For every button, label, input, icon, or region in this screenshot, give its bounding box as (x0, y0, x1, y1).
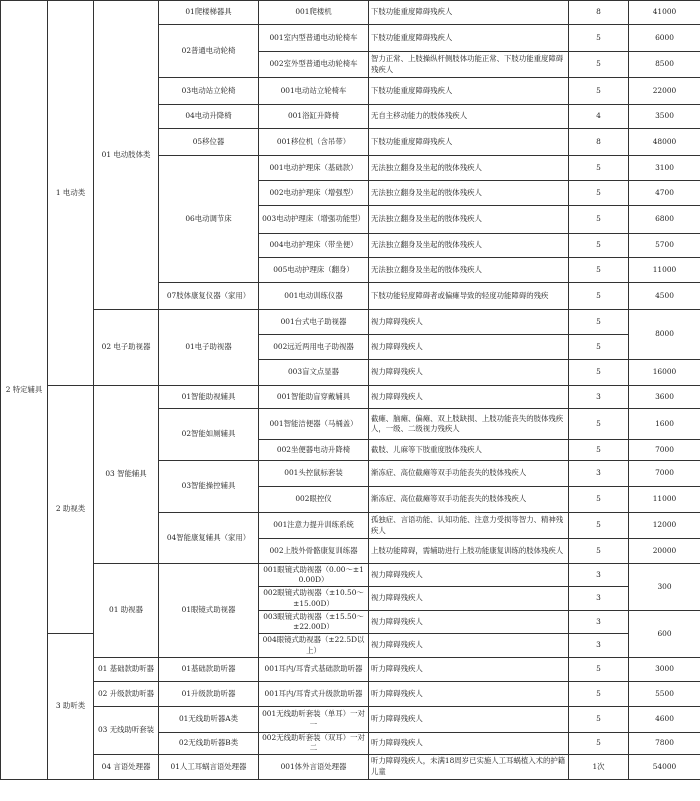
category-level2: 3 助听类 (48, 634, 94, 780)
item-name: 001电动训练仪器 (259, 283, 369, 310)
category-level3: 01 基础款助听器 (94, 658, 159, 682)
item-min-years: 5 (569, 440, 629, 461)
item-name: 001无线助听套装（单耳）一对一 (259, 707, 369, 733)
item-target-group: 听力障碍残疾人 (369, 707, 569, 733)
item-target-group: 视力障碍残疾人 (369, 360, 569, 386)
category-level1: 2 特定辅具 (1, 1, 48, 780)
category-level3: 02 电子助视器 (94, 310, 159, 386)
item-price: 3500 (629, 105, 700, 129)
table-row (1, 754, 700, 779)
category-level4: 04电动升降椅 (159, 105, 259, 129)
item-name: 005电动护理床（翻身） (259, 258, 369, 283)
item-target-group: 无法独立翻身及坐起的肢体残疾人 (369, 181, 569, 206)
item-name: 001台式电子助视器 (259, 310, 369, 335)
item-name: 001移位机（含吊带） (259, 129, 369, 156)
item-min-years: 5 (569, 156, 629, 181)
table-row (1, 682, 700, 707)
item-name: 003电动护理床（增强功能型） (259, 206, 369, 234)
category-level4: 01智能助视辅具 (159, 386, 259, 409)
category-level3: 03 智能辅具 (94, 386, 159, 564)
item-min-years: 5 (569, 310, 629, 335)
item-price: 12000 (629, 513, 700, 539)
item-name: 001电动站立轮椅车 (259, 78, 369, 105)
item-min-years: 5 (569, 234, 629, 258)
item-target-group: 下肢功能重度障碍残疾人 (369, 25, 569, 52)
item-name: 001智能助盲穿戴辅具 (259, 386, 369, 409)
item-target-group: 无法独立翻身及坐起的肢体残疾人 (369, 206, 569, 234)
category-level4: 03电动站立轮椅 (159, 78, 259, 105)
item-min-years: 3 (569, 587, 629, 611)
item-target-group: 智力正常、上肢操纵杆侧肢体功能正常、下肢功能重度障碍残疾人 (369, 52, 569, 78)
category-level4: 07肢体康复仪器（家用） (159, 283, 259, 310)
table-row (1, 707, 700, 733)
category-level4: 02普通电动轮椅 (159, 25, 259, 78)
item-min-years: 5 (569, 206, 629, 234)
item-price: 11000 (629, 487, 700, 513)
item-price: 300 (629, 564, 700, 611)
item-price: 4600 (629, 707, 700, 733)
item-price: 7000 (629, 461, 700, 487)
item-target-group: 听力障碍残疾人 (369, 658, 569, 682)
item-target-group: 无法独立翻身及坐起的肢体残疾人 (369, 234, 569, 258)
item-price: 4700 (629, 181, 700, 206)
item-target-group: 截瘫、脑瘫、偏瘫、双上肢缺损、上肢功能丧失的肢体残疾人，一级、二级视力残疾人 (369, 409, 569, 440)
item-target-group: 下肢功能重度障碍残疾人 (369, 129, 569, 156)
item-price: 20000 (629, 539, 700, 564)
item-min-years: 1次 (569, 754, 629, 779)
item-target-group: 渐冻症、高位截瘫等双手功能丧失的肢体残疾人 (369, 461, 569, 487)
item-name: 001耳内/耳背式基础款助听器 (259, 658, 369, 682)
category-level3: 04 言语处理器 (94, 754, 159, 779)
item-name: 001电动护理床（基础款） (259, 156, 369, 181)
table-row (1, 386, 700, 409)
category-level4: 02无线助听器B类 (159, 733, 259, 755)
item-price: 600 (629, 611, 700, 658)
item-price: 4500 (629, 283, 700, 310)
category-level3: 03 无线助听套装 (94, 707, 159, 755)
category-level4: 01人工耳蜗言语处理器 (159, 754, 259, 779)
item-min-years: 5 (569, 335, 629, 360)
category-level4: 04智能康复辅具（家用） (159, 513, 259, 564)
item-target-group: 视力障碍残疾人 (369, 386, 569, 409)
category-level4: 01基础款助听器 (159, 658, 259, 682)
item-name: 002眼控仪 (259, 487, 369, 513)
item-name: 002电动护理床（增强型） (259, 181, 369, 206)
item-name: 001眼镜式助视器（0.00～±10.00D） (259, 564, 369, 587)
category-level4: 02智能如厕辅具 (159, 409, 259, 461)
item-min-years: 5 (569, 487, 629, 513)
item-price: 5700 (629, 234, 700, 258)
item-min-years: 5 (569, 658, 629, 682)
item-price: 54000 (629, 754, 700, 779)
category-level4: 01无线助听器A类 (159, 707, 259, 733)
item-min-years: 3 (569, 386, 629, 409)
item-name: 002室外型普通电动轮椅车 (259, 52, 369, 78)
item-price: 16000 (629, 360, 700, 386)
item-min-years: 3 (569, 461, 629, 487)
item-price: 8500 (629, 52, 700, 78)
item-name: 001注意力提升训练系统 (259, 513, 369, 539)
item-target-group: 无法独立翻身及坐起的肢体残疾人 (369, 258, 569, 283)
item-name: 002眼镜式助视器（±10.50～±15.00D） (259, 587, 369, 611)
table-row (1, 658, 700, 682)
item-min-years: 5 (569, 25, 629, 52)
item-target-group: 截肢、儿麻等下肢重度肢体残疾人 (369, 440, 569, 461)
item-price: 5500 (629, 682, 700, 707)
category-level4: 01爬楼梯器具 (159, 1, 259, 25)
category-level2: 2 助视类 (48, 386, 94, 634)
item-name: 004电动护理床（带坐便） (259, 234, 369, 258)
category-level4: 01电子助视器 (159, 310, 259, 386)
category-level2: 1 电动类 (48, 1, 94, 386)
item-name: 001体外言语处理器 (259, 754, 369, 779)
item-min-years: 5 (569, 539, 629, 564)
category-level4: 06电动调节床 (159, 156, 259, 283)
item-name: 002远近两用电子助视器 (259, 335, 369, 360)
item-price: 7000 (629, 440, 700, 461)
item-name: 004眼镜式助视器（±22.5D以上） (259, 634, 369, 658)
category-level3: 02 升级款助听器 (94, 682, 159, 707)
item-min-years: 5 (569, 513, 629, 539)
category-level4: 05移位器 (159, 129, 259, 156)
item-price: 22000 (629, 78, 700, 105)
item-price: 6000 (629, 25, 700, 52)
item-target-group: 视力障碍残疾人 (369, 587, 569, 611)
item-name: 001智能洁便器（马桶盖） (259, 409, 369, 440)
item-price: 3100 (629, 156, 700, 181)
item-min-years: 5 (569, 682, 629, 707)
item-price: 41000 (629, 1, 700, 25)
category-level4: 03智能操控辅具 (159, 461, 259, 513)
item-min-years: 5 (569, 78, 629, 105)
item-min-years: 5 (569, 283, 629, 310)
item-target-group: 视力障碍残疾人 (369, 634, 569, 658)
item-min-years: 5 (569, 360, 629, 386)
item-target-group: 视力障碍残疾人 (369, 564, 569, 587)
item-price: 3000 (629, 658, 700, 682)
item-price: 11000 (629, 258, 700, 283)
item-target-group: 下肢功能轻度障碍者或偏瘫导致的轻度功能障碍的残疾 (369, 283, 569, 310)
item-target-group: 无法独立翻身及坐起的肢体残疾人 (369, 156, 569, 181)
category-level3: 01 助视器 (94, 564, 159, 658)
item-target-group: 听力障碍残疾人 (369, 733, 569, 755)
item-name: 002上肢外骨骼康复训练器 (259, 539, 369, 564)
item-target-group: 听力障碍残疾人 (369, 682, 569, 707)
item-min-years: 3 (569, 634, 629, 658)
item-name: 001室内型普通电动轮椅车 (259, 25, 369, 52)
item-price: 3600 (629, 386, 700, 409)
item-name: 003盲文点显器 (259, 360, 369, 386)
table-row (1, 564, 700, 587)
item-min-years: 5 (569, 707, 629, 733)
item-min-years: 5 (569, 52, 629, 78)
category-level3: 01 电动肢体类 (94, 1, 159, 310)
item-min-years: 5 (569, 409, 629, 440)
item-name: 001头控鼠标套装 (259, 461, 369, 487)
item-name: 001耳内/耳背式升级款助听器 (259, 682, 369, 707)
item-name: 001爬楼机 (259, 1, 369, 25)
item-target-group: 视力障碍残疾人 (369, 335, 569, 360)
category-level4: 01升级款助听器 (159, 682, 259, 707)
item-target-group: 下肢功能重度障碍残疾人 (369, 1, 569, 25)
item-target-group: 无自主移动能力的肢体残疾人 (369, 105, 569, 129)
item-target-group: 视力障碍残疾人 (369, 310, 569, 335)
table-row (1, 310, 700, 335)
item-target-group: 视力障碍残疾人 (369, 611, 569, 634)
item-min-years: 5 (569, 258, 629, 283)
item-target-group: 上肢功能障碍，需辅助进行上肢功能康复训练的肢体残疾人 (369, 539, 569, 564)
item-target-group: 孤独症、言语功能、认知功能、注意力受损等智力、精神残疾人 (369, 513, 569, 539)
item-min-years: 4 (569, 105, 629, 129)
item-name: 002坐便器电动升降椅 (259, 440, 369, 461)
item-price: 48000 (629, 129, 700, 156)
item-name: 002无线助听套装（双耳）一对二 (259, 733, 369, 755)
item-min-years: 3 (569, 564, 629, 587)
item-min-years: 8 (569, 1, 629, 25)
item-min-years: 3 (569, 611, 629, 634)
item-min-years: 5 (569, 181, 629, 206)
item-name: 003眼镜式助视器（±15.50～±22.00D） (259, 611, 369, 634)
item-price: 8000 (629, 310, 700, 360)
item-price: 7800 (629, 733, 700, 755)
item-min-years: 5 (569, 733, 629, 755)
item-price: 1600 (629, 409, 700, 440)
item-target-group: 下肢功能重度障碍残疾人 (369, 78, 569, 105)
item-target-group: 听力障碍残疾人，未满18周岁已实施人工耳蜗植入术的护籍儿童 (369, 754, 569, 779)
item-target-group: 渐冻症、高位截瘫等双手功能丧失的肢体残疾人 (369, 487, 569, 513)
table-row (1, 1, 700, 25)
item-min-years: 8 (569, 129, 629, 156)
item-price: 6800 (629, 206, 700, 234)
item-name: 001浴缸升降椅 (259, 105, 369, 129)
category-level4: 01眼镜式助视器 (159, 564, 259, 658)
